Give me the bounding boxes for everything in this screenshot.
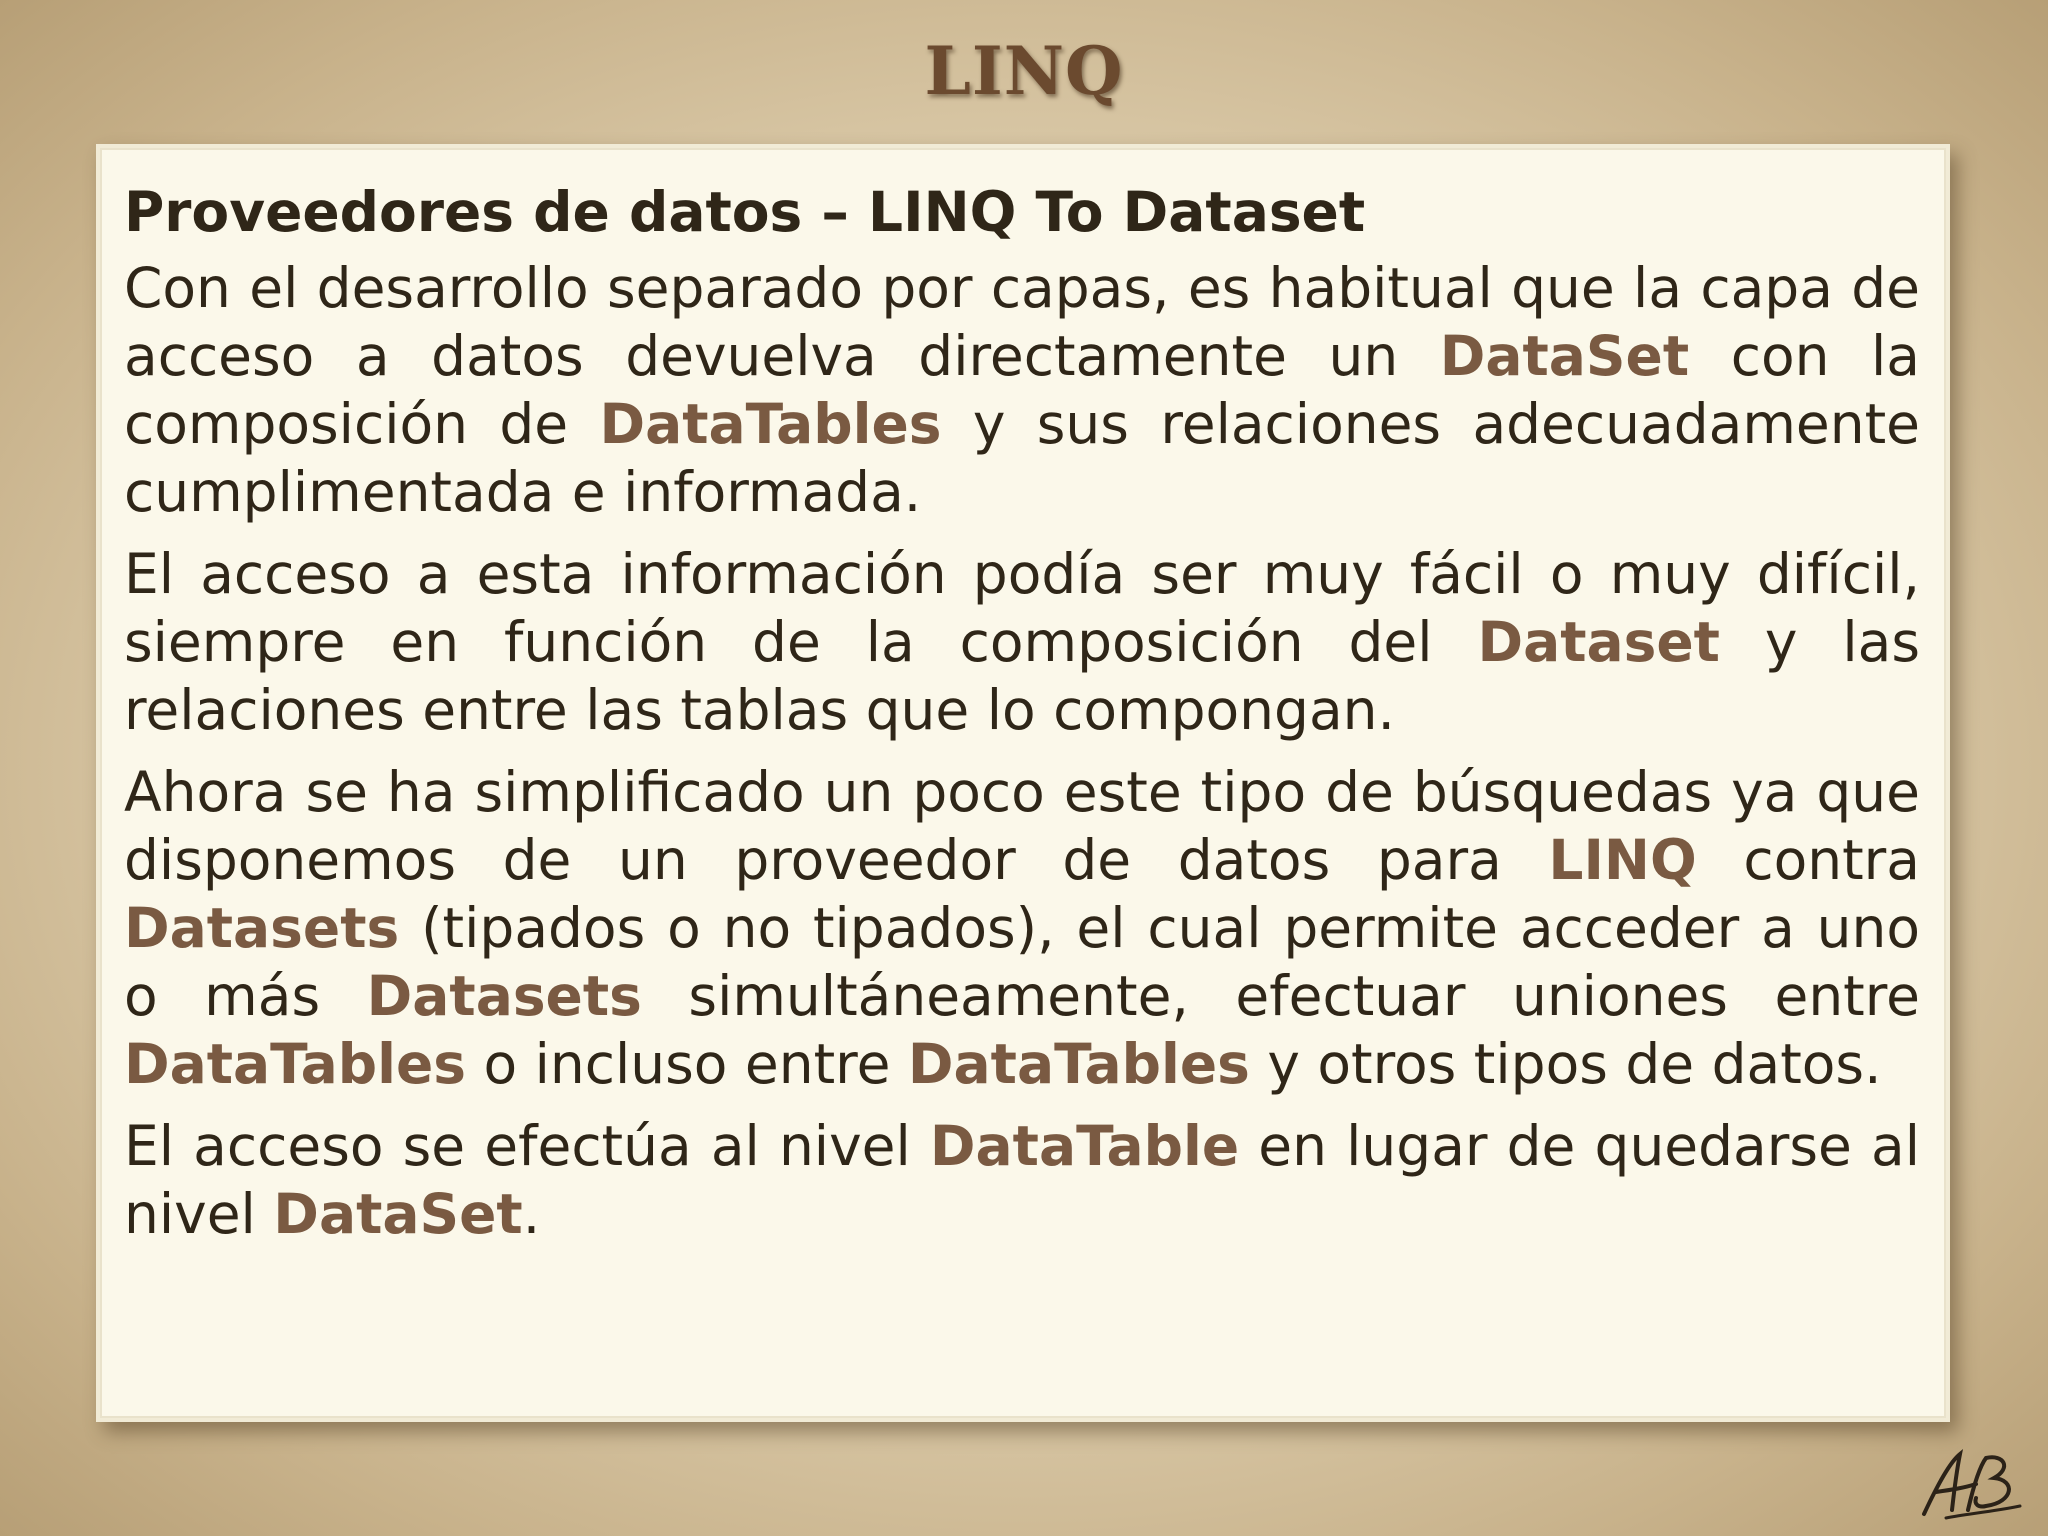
paragraph-1-text: con la composición de — [124, 324, 1920, 456]
paragraph-3-text: simultáneamente, efectuar uniones entre — [641, 964, 1920, 1028]
paragraph-4-text: en lugar de quedarse al nivel — [124, 1114, 1920, 1246]
paragraph-4-text: El acceso se efectúa al nivel — [124, 1114, 930, 1178]
signature-logo-icon — [1916, 1444, 2026, 1524]
paragraph-3-text: contra — [1696, 828, 1920, 892]
paragraph-1-text: y sus relaciones adecuadamente cumplimentada e informada. — [124, 392, 1920, 524]
keyword-dataset: DataSet — [273, 1182, 523, 1246]
keyword-datasets: Datasets — [124, 896, 400, 960]
content-panel — [96, 144, 1950, 1422]
paragraph-3 — [124, 758, 1920, 1098]
paragraph-2-text: y las relaciones entre las tablas que lo compongan. — [124, 610, 1920, 742]
section-heading: Proveedores de datos – LINQ To Dataset — [124, 180, 1366, 244]
keyword-datatables: DataTables — [124, 1032, 466, 1096]
paragraph-4 — [124, 1112, 1920, 1248]
paragraph-2-text: El acceso a esta información podía ser muy fácil o muy difícil, siempre en función de la composición del — [124, 542, 1920, 674]
paragraph-3-text: Ahora se ha simplificado un poco este tipo de búsquedas ya que disponemos de un proveedor de datos para — [124, 760, 1920, 892]
keyword-datasets: Datasets — [366, 964, 642, 1028]
keyword-dataset: Dataset — [1477, 610, 1720, 674]
slide-title: LINQ — [924, 32, 1124, 110]
paragraph-1 — [124, 254, 1920, 526]
paragraph-2 — [124, 540, 1920, 744]
keyword-datatables: DataTables — [599, 392, 942, 456]
keyword-dataset: DataSet — [1439, 324, 1690, 388]
paragraph-3-text: o incluso entre — [465, 1032, 908, 1096]
keyword-datatable: DataTable — [929, 1114, 1240, 1178]
paragraph-3-text: (tipados o no tipados), el cual permite acceder a uno o más — [124, 896, 1920, 1028]
keyword-linq: LINQ — [1548, 828, 1697, 892]
paragraph-1-text: Con el desarrollo separado por capas, es habitual que la capa de acceso a datos devuelva directamente un — [124, 256, 1920, 388]
keyword-datatables: DataTables — [907, 1032, 1250, 1096]
paragraph-4-text: . — [522, 1182, 541, 1246]
paragraph-3-text: y otros tipos de datos. — [1249, 1032, 1882, 1096]
